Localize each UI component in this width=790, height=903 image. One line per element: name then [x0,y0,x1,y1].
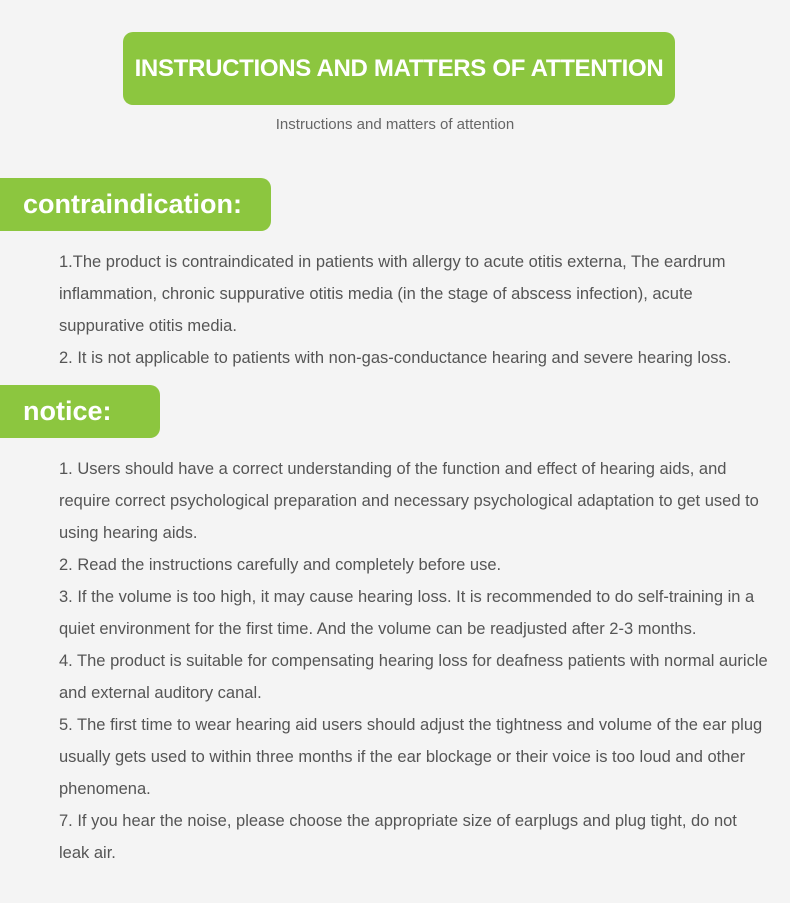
notice-body [59,453,771,869]
notice-heading: notice: [23,396,112,426]
notice-item: 3. If the volume is too high, it may cause hearing loss. It is recommended to do self-training in a quiet environment for the first time. And the volume can be readjusted after 2-3 months. [59,588,755,638]
notice-item: 2. Read the instructions carefully and completely before use. [59,556,502,574]
contraindication-heading-tab [0,178,271,231]
contraindication-body [59,246,771,374]
notice-item: 4. The product is suitable for compensating hearing loss for deafness patients with normal auricle and external auditory canal. [59,652,768,702]
contraindication-heading: contraindication: [23,189,243,219]
contraindication-item: 2. It is not applicable to patients with non-gas-conductance hearing and severe hearing loss. [59,349,732,367]
notice-heading-tab [0,385,160,438]
page-title: INSTRUCTIONS AND MATTERS OF ATTENTION [134,54,664,82]
contraindication-item: 1.The product is contraindicated in patients with allergy to acute otitis externa, The eardrum inflammation, chronic suppurative otitis media (in the stage of abscess infection), acute suppurative otitis media. [59,253,726,335]
page-title-badge [123,32,675,105]
notice-item: 1. Users should have a correct understanding of the function and effect of hearing aids, and require correct psychological preparation and necessary psychological adaptation to get used to using hearing aids. [59,460,759,542]
notice-item: 5. The first time to wear hearing aid users should adjust the tightness and volume of the ear plug usually gets used to within three months if the ear blockage or their voice is too loud and other phenomena. [59,716,763,798]
page-subtitle: Instructions and matters of attention [275,116,515,133]
notice-item: 7. If you hear the noise, please choose the appropriate size of earplugs and plug tight, do not leak air. [59,812,737,862]
